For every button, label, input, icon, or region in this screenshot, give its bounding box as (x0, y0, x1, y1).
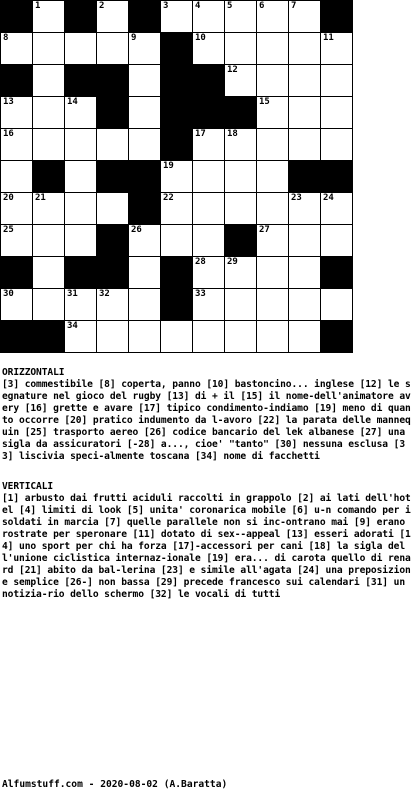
grid-cell[interactable] (257, 97, 289, 129)
grid-cell[interactable] (97, 193, 129, 225)
grid-cell[interactable] (97, 321, 129, 353)
black-cell (97, 225, 129, 257)
grid-cell[interactable] (65, 129, 97, 161)
cell-number: 16 (3, 129, 14, 139)
cell-number: 9 (131, 33, 137, 43)
grid-cell[interactable] (33, 65, 65, 97)
grid-cell[interactable] (225, 257, 257, 289)
cell-number: 2 (99, 1, 105, 11)
grid-cell[interactable] (225, 129, 257, 161)
grid-cell[interactable] (257, 225, 289, 257)
grid-cell[interactable] (65, 161, 97, 193)
black-cell (193, 97, 225, 129)
black-cell (225, 225, 257, 257)
grid-cell[interactable] (97, 129, 129, 161)
cell-number: 28 (195, 257, 206, 267)
black-cell (129, 193, 161, 225)
black-cell (97, 161, 129, 193)
crossword-grid (0, 0, 353, 353)
grid-cell[interactable] (289, 193, 321, 225)
black-cell (97, 65, 129, 97)
grid-cell[interactable] (129, 129, 161, 161)
grid-cell[interactable] (97, 289, 129, 321)
across-clues: [3] commestibile [8] coperta, panno [10] bastoncino... inglese [12] le segnature nel gioco del rugby [13] di + il [15] il nome-dell'animatore avery [16] grette e avare [17] tipico condimento-indiamo [19] meno di quanto occorre [20] pratico indumento da l-avoro [22] la parata delle mannequin [25] trasporto aereo [26] codice bancario del lek albanese [27] una sigla da assicuratori [-28] a..., cioe' "tanto" [30] nessuna esclusa [33] liscivia speci-almente toscana [34] nome di facchetti (2, 379, 411, 462)
cell-number: 22 (163, 193, 174, 203)
grid-cell[interactable] (193, 321, 225, 353)
grid-cell[interactable] (65, 97, 97, 129)
black-cell (161, 289, 193, 321)
grid-cell[interactable] (65, 225, 97, 257)
cell-number: 32 (99, 289, 110, 299)
black-cell (129, 1, 161, 33)
cell-number: 14 (67, 97, 78, 107)
grid-cell[interactable] (33, 225, 65, 257)
grid-cell[interactable] (321, 33, 353, 65)
grid-cell[interactable] (1, 97, 33, 129)
grid-cell[interactable] (65, 193, 97, 225)
black-cell (321, 321, 353, 353)
cell-number: 6 (259, 1, 265, 11)
grid-cell[interactable] (321, 65, 353, 97)
grid-cell[interactable] (1, 225, 33, 257)
grid-cell[interactable] (289, 257, 321, 289)
black-cell (321, 161, 353, 193)
cell-number: 34 (67, 321, 78, 331)
grid-cell[interactable] (33, 1, 65, 33)
grid-cell[interactable] (321, 289, 353, 321)
grid-cell[interactable] (321, 225, 353, 257)
black-cell (161, 129, 193, 161)
black-cell (129, 161, 161, 193)
cell-number: 5 (227, 1, 233, 11)
grid-cell[interactable] (289, 289, 321, 321)
grid-cell[interactable] (289, 1, 321, 33)
cell-number: 11 (323, 33, 334, 43)
cell-number: 13 (3, 97, 14, 107)
grid-cell[interactable] (97, 33, 129, 65)
grid-cell[interactable] (193, 289, 225, 321)
cell-number: 12 (227, 65, 238, 75)
black-cell (97, 97, 129, 129)
grid-cell[interactable] (33, 257, 65, 289)
grid-cell[interactable] (129, 65, 161, 97)
cell-number: 18 (227, 129, 238, 139)
grid-cell[interactable] (65, 33, 97, 65)
cell-number: 31 (67, 289, 78, 299)
down-clues: [1] arbusto dai frutti aciduli raccolti in grappolo [2] ai lati dell'hotel [4] limiti di look [5] unita' coronarica mobile [6] u-n comando per i soldati in marcia [7] quelle parallele non si inc-ontrano mai [9] erano rostrate per speronare [11] dotato di sex--appeal [13] esseri adorati [14] uno sport per chi ha forza [17]-accessori per cani [18] la sigla dell'unione ciclistica internaz-ionale [19] era... di carota quello di renard [21] abito da bal-lerina [23] e simile all'agata [24] una preposizione semplice [26-] non bassa [29] precede francesco sui calendari [31] un notizia-rio dello schermo [32] le vocali di tutti (2, 493, 411, 600)
grid-cell[interactable] (257, 257, 289, 289)
grid-cell[interactable] (129, 289, 161, 321)
grid-cell[interactable] (161, 161, 193, 193)
grid-cell[interactable] (257, 193, 289, 225)
black-cell (1, 321, 33, 353)
cell-number: 4 (195, 1, 201, 11)
grid-cell[interactable] (289, 97, 321, 129)
grid-cell[interactable] (33, 129, 65, 161)
black-cell (65, 1, 97, 33)
black-cell (1, 1, 33, 33)
cell-number: 23 (291, 193, 302, 203)
grid-cell[interactable] (225, 321, 257, 353)
grid-cell[interactable] (321, 193, 353, 225)
grid-cell[interactable] (1, 129, 33, 161)
black-cell (33, 161, 65, 193)
grid-cell[interactable] (289, 225, 321, 257)
cell-number: 19 (163, 161, 174, 171)
grid-cell[interactable] (193, 129, 225, 161)
grid-cell[interactable] (129, 33, 161, 65)
grid-cell[interactable] (161, 225, 193, 257)
black-cell (321, 1, 353, 33)
grid-cell[interactable] (225, 193, 257, 225)
cell-number: 8 (3, 33, 9, 43)
grid-cell[interactable] (225, 65, 257, 97)
grid-cell[interactable] (225, 33, 257, 65)
grid-cell[interactable] (321, 129, 353, 161)
black-cell (65, 257, 97, 289)
black-cell (289, 161, 321, 193)
grid-cell[interactable] (193, 1, 225, 33)
black-cell (65, 65, 97, 97)
cell-number: 1 (35, 1, 41, 11)
black-cell (1, 65, 33, 97)
grid-cell[interactable] (33, 289, 65, 321)
grid-cell[interactable] (161, 193, 193, 225)
black-cell (193, 65, 225, 97)
black-cell (225, 97, 257, 129)
cell-number: 3 (163, 1, 169, 11)
grid-cell[interactable] (65, 289, 97, 321)
grid-cell[interactable] (257, 129, 289, 161)
cell-number: 25 (3, 225, 14, 235)
grid-cell[interactable] (1, 161, 33, 193)
cell-number: 7 (291, 1, 297, 11)
grid-cell[interactable] (193, 257, 225, 289)
clues-panel (2, 367, 416, 601)
grid-cell[interactable] (321, 97, 353, 129)
cell-number: 30 (3, 289, 14, 299)
grid-cell[interactable] (193, 193, 225, 225)
grid-cell[interactable] (289, 33, 321, 65)
down-heading: VERTICALI (2, 481, 54, 492)
grid-cell[interactable] (1, 33, 33, 65)
cell-number: 15 (259, 97, 270, 107)
grid-cell[interactable] (193, 33, 225, 65)
cell-number: 21 (35, 193, 46, 203)
grid-cell[interactable] (129, 321, 161, 353)
black-cell (97, 257, 129, 289)
black-cell (161, 97, 193, 129)
black-cell (161, 65, 193, 97)
cell-number: 10 (195, 33, 206, 43)
black-cell (321, 257, 353, 289)
grid-cell[interactable] (161, 1, 193, 33)
grid-cell[interactable] (257, 161, 289, 193)
grid-cell[interactable] (289, 321, 321, 353)
grid-cell[interactable] (257, 1, 289, 33)
grid-cell[interactable] (161, 321, 193, 353)
grid-cell[interactable] (225, 161, 257, 193)
cell-number: 26 (131, 225, 142, 235)
cell-number: 24 (323, 193, 334, 203)
grid-cell[interactable] (33, 193, 65, 225)
grid-cell[interactable] (257, 65, 289, 97)
grid-cell[interactable] (289, 129, 321, 161)
across-heading: ORIZZONTALI (2, 367, 65, 378)
grid-cell[interactable] (225, 289, 257, 321)
grid-cell[interactable] (33, 97, 65, 129)
footer-credit: Alfumstuff.com - 2020-08-02 (A.Baratta) (2, 779, 228, 790)
grid-cell[interactable] (129, 257, 161, 289)
cell-number: 17 (195, 129, 206, 139)
grid-cell[interactable] (225, 1, 257, 33)
cell-number: 27 (259, 225, 270, 235)
grid-cell[interactable] (129, 225, 161, 257)
grid-cell[interactable] (257, 289, 289, 321)
black-cell (161, 33, 193, 65)
grid-cell[interactable] (129, 97, 161, 129)
cell-number: 29 (227, 257, 238, 267)
grid-cell[interactable] (65, 321, 97, 353)
black-cell (161, 257, 193, 289)
grid-cell[interactable] (257, 321, 289, 353)
grid-cell[interactable] (193, 225, 225, 257)
grid-cell[interactable] (1, 289, 33, 321)
cell-number: 33 (195, 289, 206, 299)
black-cell (33, 321, 65, 353)
grid-cell[interactable] (289, 65, 321, 97)
grid-cell[interactable] (193, 161, 225, 193)
grid-cell[interactable] (257, 33, 289, 65)
grid-cell[interactable] (97, 1, 129, 33)
black-cell (1, 257, 33, 289)
cell-number: 20 (3, 193, 14, 203)
grid-cell[interactable] (33, 33, 65, 65)
grid-cell[interactable] (1, 193, 33, 225)
